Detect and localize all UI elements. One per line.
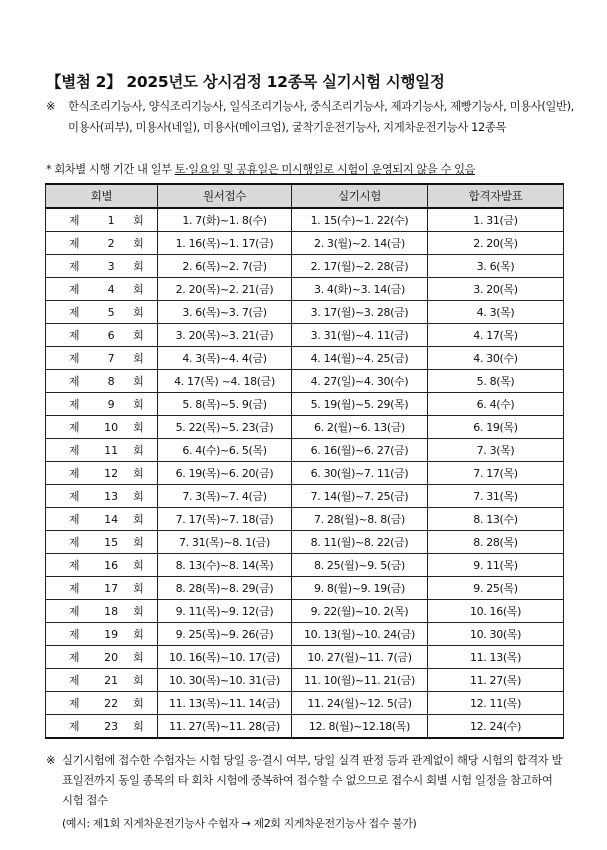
round-prefix: 제 [68,421,80,434]
exam-period-cell: 7. 14(월)~7. 25(금) [292,485,428,508]
round-cell [46,393,158,416]
round-number: 15 [104,536,119,549]
exam-period-cell: 11. 24(월)~12. 5(금) [292,692,428,715]
exam-period-cell: 2. 3(월)~2. 14(금) [292,232,428,255]
result-date-cell: 3. 20(목) [428,278,564,301]
round-prefix: 제 [68,444,80,457]
header-application: 원서접수 [158,184,292,208]
header-result: 합격자발표 [428,184,564,208]
table-row [46,255,564,278]
application-period-cell: 7. 31(목)~8. 1(금) [158,531,292,554]
result-date-cell: 9. 25(목) [428,577,564,600]
round-cell [46,301,158,324]
round-prefix: 제 [68,283,80,296]
round-suffix: 회 [133,697,144,710]
table-row [46,623,564,646]
round-number: 12 [104,467,119,480]
round-cell [46,715,158,739]
application-period-cell: 7. 17(목)~7. 18(금) [158,508,292,531]
table-row [46,278,564,301]
duplicate-application-note [46,750,566,810]
round-prefix: 제 [68,720,80,733]
round-number: 16 [104,559,119,572]
table-row [46,669,564,692]
round-number: 14 [104,513,119,526]
round-prefix: 제 [68,306,80,319]
header-exam: 실기시험 [292,184,428,208]
application-period-cell: 9. 25(목)~9. 26(금) [158,623,292,646]
round-prefix: 제 [68,214,80,227]
duplicate-application-text: 실기시험에 접수한 수험자는 시험 당일 응·결시 여부, 당일 실격 판정 등과 관계없이 해당 시험의 합격자 발표일전까지 동일 종목의 타 회차 시험에 중복하여 접수할 수 없으므로 접수시 회별 시험 일정을 참고하여 시험 접수 [62,753,563,807]
table-row [46,416,564,439]
exam-period-cell: 10. 27(월)~11. 7(금) [292,646,428,669]
result-date-cell: 6. 19(목) [428,416,564,439]
reference-mark: ※ [46,99,56,113]
weekend-note [46,161,578,177]
exam-period-cell: 3. 17(월)~3. 28(금) [292,301,428,324]
round-suffix: 회 [133,582,144,595]
exam-period-cell: 6. 2(월)~6. 13(금) [292,416,428,439]
schedule-table [45,183,564,739]
round-prefix: 제 [68,375,80,388]
application-period-cell: 5. 22(목)~5. 23(금) [158,416,292,439]
round-suffix: 회 [133,513,144,526]
round-suffix: 회 [133,674,144,687]
result-date-cell: 10. 30(목) [428,623,564,646]
round-prefix: 제 [68,536,80,549]
round-suffix: 회 [133,536,144,549]
round-suffix: 회 [133,237,144,250]
round-suffix: 회 [133,605,144,618]
round-number: 11 [104,444,119,457]
example-note: (예시: 제1회 지게차운전기능사 수험자 → 제2회 지게차운전기능사 접수 불가) [62,817,417,830]
round-cell [46,255,158,278]
round-cell [46,416,158,439]
round-prefix: 제 [68,651,80,664]
result-date-cell: 7. 31(목) [428,485,564,508]
application-period-cell: 8. 13(수)~8. 14(목) [158,554,292,577]
round-suffix: 회 [133,352,144,365]
result-date-cell: 12. 11(목) [428,692,564,715]
result-date-cell: 2. 20(목) [428,232,564,255]
application-period-cell: 1. 16(목)~1. 17(금) [158,232,292,255]
round-suffix: 회 [133,467,144,480]
round-number: 1 [107,214,115,227]
round-number: 4 [107,283,115,296]
round-prefix: 제 [68,513,80,526]
round-prefix: 제 [68,237,80,250]
table-row [46,646,564,669]
round-suffix: 회 [133,214,144,227]
application-period-cell: 11. 27(목)~11. 28(금) [158,715,292,739]
application-period-cell: 10. 30(목)~10. 31(금) [158,669,292,692]
round-number: 8 [107,375,115,388]
result-date-cell: 4. 30(수) [428,347,564,370]
round-cell [46,508,158,531]
application-period-cell: 2. 20(목)~2. 21(금) [158,278,292,301]
round-cell [46,324,158,347]
exam-period-cell: 2. 17(월)~2. 28(금) [292,255,428,278]
round-suffix: 회 [133,329,144,342]
round-cell [46,623,158,646]
round-number: 18 [104,605,119,618]
application-period-cell: 4. 17(목) ~4. 18(금) [158,370,292,393]
round-suffix: 회 [133,260,144,273]
application-period-cell: 1. 7(화)~1. 8(수) [158,208,292,232]
round-prefix: 제 [68,697,80,710]
round-number: 3 [107,260,115,273]
round-suffix: 회 [133,444,144,457]
application-period-cell: 6. 4(수)~6. 5(목) [158,439,292,462]
application-period-cell: 8. 28(목)~8. 29(금) [158,577,292,600]
table-row [46,485,564,508]
result-date-cell: 6. 4(수) [428,393,564,416]
result-date-cell: 7. 17(목) [428,462,564,485]
exam-period-cell: 1. 15(수)~1. 22(수) [292,208,428,232]
result-date-cell: 9. 11(목) [428,554,564,577]
result-date-cell: 7. 3(목) [428,439,564,462]
application-period-cell: 2. 6(목)~2. 7(금) [158,255,292,278]
application-period-cell: 9. 11(목)~9. 12(금) [158,600,292,623]
round-number: 10 [104,421,119,434]
round-number: 9 [107,398,115,411]
exam-period-cell: 6. 16(월)~6. 27(금) [292,439,428,462]
page-title: 【별첨 2】 2025년도 상시검정 12종목 실기시험 시행일정 [46,73,445,91]
round-number: 20 [104,651,119,664]
round-cell [46,669,158,692]
exam-period-cell: 9. 8(월)~9. 19(금) [292,577,428,600]
round-prefix: 제 [68,490,80,503]
table-row [46,393,564,416]
application-period-cell: 3. 6(목)~3. 7(금) [158,301,292,324]
exam-period-cell: 11. 10(월)~11. 21(금) [292,669,428,692]
round-cell [46,692,158,715]
result-date-cell: 4. 3(목) [428,301,564,324]
header-round: 회별 [46,184,158,208]
round-number: 7 [107,352,115,365]
result-date-cell: 11. 27(목) [428,669,564,692]
round-cell [46,278,158,301]
table-row [46,208,564,232]
weekend-note-prefix: * 회차별 시행 기간 내 일부 [46,163,175,176]
round-cell [46,370,158,393]
round-number: 6 [107,329,115,342]
round-suffix: 회 [133,490,144,503]
application-period-cell: 5. 8(목)~5. 9(금) [158,393,292,416]
table-row [46,508,564,531]
round-suffix: 회 [133,283,144,296]
weekend-note-underlined: 토·일요일 및 공휴일은 미시행일로 시험이 운영되지 않을 수 있음 [174,163,475,176]
round-suffix: 회 [133,720,144,733]
table-row [46,324,564,347]
round-number: 2 [107,237,115,250]
result-date-cell: 12. 24(수) [428,715,564,739]
round-prefix: 제 [68,628,80,641]
table-row [46,370,564,393]
round-cell [46,347,158,370]
result-date-cell: 4. 17(목) [428,324,564,347]
result-date-cell: 11. 13(목) [428,646,564,669]
application-period-cell: 7. 3(목)~7. 4(금) [158,485,292,508]
exam-period-cell: 4. 14(월)~4. 25(금) [292,347,428,370]
exam-period-cell: 5. 19(월)~5. 29(목) [292,393,428,416]
result-date-cell: 8. 13(수) [428,508,564,531]
round-number: 13 [104,490,119,503]
round-cell [46,531,158,554]
application-period-cell: 11. 13(목)~11. 14(금) [158,692,292,715]
table-row [46,554,564,577]
reference-mark: ※ [46,753,56,767]
table-row [46,531,564,554]
result-date-cell: 3. 6(목) [428,255,564,278]
round-suffix: 회 [133,559,144,572]
round-prefix: 제 [68,329,80,342]
table-header-row [46,184,564,208]
exam-period-cell: 3. 4(화)~3. 14(금) [292,278,428,301]
round-suffix: 회 [133,421,144,434]
application-period-cell: 6. 19(목)~6. 20(금) [158,462,292,485]
round-cell [46,462,158,485]
table-row [46,439,564,462]
exam-period-cell: 10. 13(월)~10. 24(금) [292,623,428,646]
table-row [46,462,564,485]
exam-period-cell: 3. 31(월)~4. 11(금) [292,324,428,347]
application-period-cell: 10. 16(목)~10. 17(금) [158,646,292,669]
round-suffix: 회 [133,398,144,411]
round-prefix: 제 [68,467,80,480]
round-cell [46,600,158,623]
application-period-cell: 3. 20(목)~3. 21(금) [158,324,292,347]
round-prefix: 제 [68,674,80,687]
round-cell [46,577,158,600]
round-prefix: 제 [68,260,80,273]
round-cell [46,232,158,255]
round-cell [46,554,158,577]
round-number: 23 [104,720,119,733]
round-cell [46,439,158,462]
round-prefix: 제 [68,605,80,618]
exam-period-cell: 9. 22(월)~10. 2(목) [292,600,428,623]
table-row [46,577,564,600]
result-date-cell: 1. 31(금) [428,208,564,232]
round-cell [46,485,158,508]
round-cell [46,646,158,669]
table-row [46,232,564,255]
round-cell [46,208,158,232]
subjects-note [46,96,578,138]
round-suffix: 회 [133,375,144,388]
exam-period-cell: 6. 30(월)~7. 11(금) [292,462,428,485]
table-row [46,600,564,623]
round-prefix: 제 [68,398,80,411]
round-number: 5 [107,306,115,319]
table-row [46,692,564,715]
round-suffix: 회 [133,651,144,664]
exam-period-cell: 7. 28(월)~8. 8(금) [292,508,428,531]
exam-period-cell: 8. 25(월)~9. 5(금) [292,554,428,577]
table-row [46,347,564,370]
round-number: 19 [104,628,119,641]
round-number: 17 [104,582,119,595]
exam-period-cell: 12. 8(월)~12.18(목) [292,715,428,739]
round-prefix: 제 [68,559,80,572]
round-suffix: 회 [133,628,144,641]
round-prefix: 제 [68,582,80,595]
round-suffix: 회 [133,306,144,319]
subjects-note-text: 한식조리기능사, 양식조리기능사, 일식조리기능사, 중식조리기능사, 제과기능사, 제빵기능사, 미용사(일반), 미용사(피부), 미용사(네일), 미용사(메이크업), 굴착기운전기능사, 지게차운전기능사 12종목 [68,99,574,134]
result-date-cell: 5. 8(목) [428,370,564,393]
round-number: 22 [104,697,119,710]
application-period-cell: 4. 3(목)~4. 4(금) [158,347,292,370]
table-row [46,301,564,324]
exam-period-cell: 8. 11(월)~8. 22(금) [292,531,428,554]
exam-period-cell: 4. 27(일)~4. 30(수) [292,370,428,393]
table-row [46,715,564,739]
result-date-cell: 10. 16(목) [428,600,564,623]
round-prefix: 제 [68,352,80,365]
round-number: 21 [104,674,119,687]
result-date-cell: 8. 28(목) [428,531,564,554]
